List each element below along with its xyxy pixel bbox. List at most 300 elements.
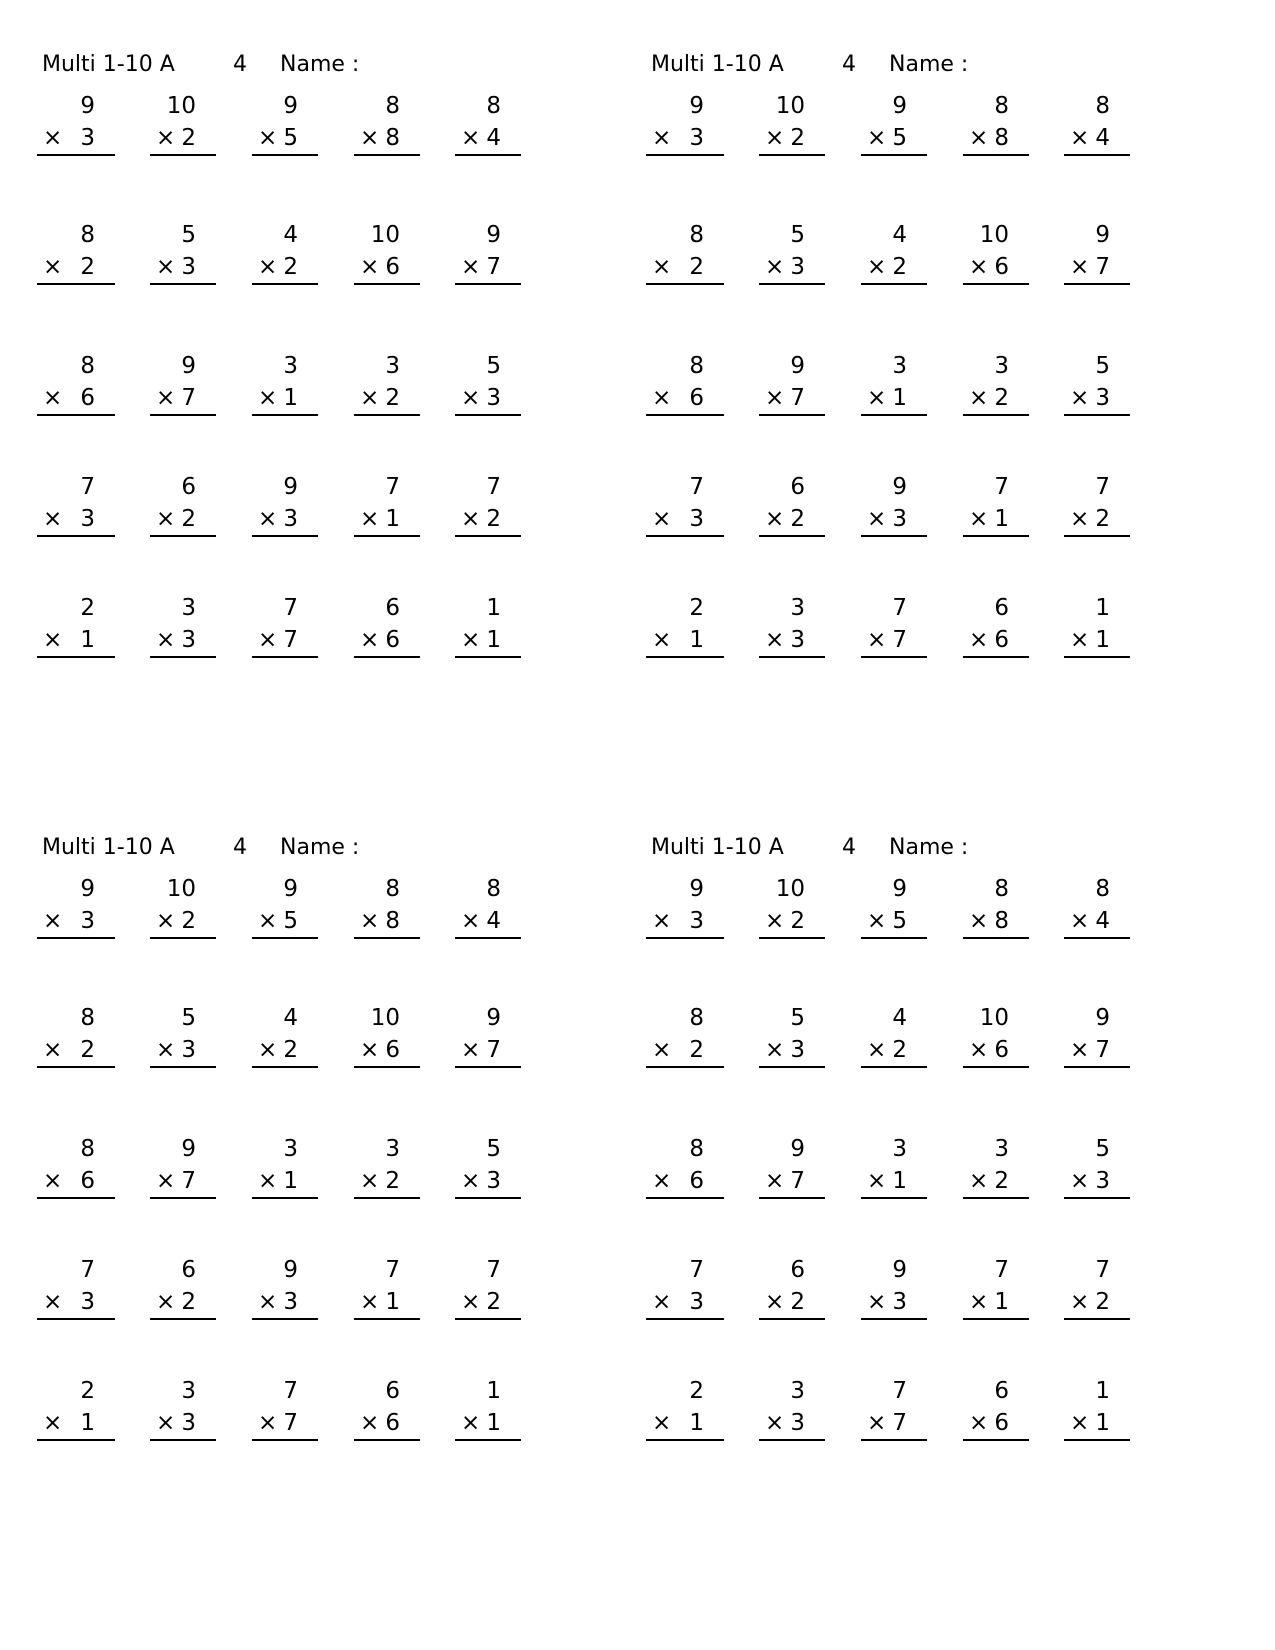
- multiplication-problem: [861, 594, 927, 660]
- multiplicand: 4: [283, 1005, 298, 1031]
- multiply-sign: ×: [652, 125, 672, 151]
- multiplicand: 1: [1095, 1378, 1110, 1404]
- multiplier: 1: [385, 506, 400, 532]
- answer-line: [861, 1036, 927, 1068]
- answer-line: [455, 505, 521, 537]
- multiplier: 3: [80, 908, 95, 934]
- multiply-sign: ×: [461, 627, 481, 653]
- answer-line: [150, 1167, 216, 1199]
- multiply-sign: ×: [652, 254, 672, 280]
- multiplier: 2: [790, 908, 805, 934]
- answer-line: [861, 1167, 927, 1199]
- multiplicand: 3: [385, 1136, 400, 1162]
- multiply-sign: ×: [360, 627, 380, 653]
- multiplication-problem: [354, 1256, 420, 1322]
- multiplication-problem: [861, 1004, 927, 1070]
- multiplicand: 8: [689, 222, 704, 248]
- multiplicand: 8: [1095, 876, 1110, 902]
- answer-line: [252, 253, 318, 285]
- multiplicand: 8: [486, 93, 501, 119]
- multiplier: 8: [385, 908, 400, 934]
- multiplicand: 5: [790, 1005, 805, 1031]
- multiplication-problem: [150, 92, 216, 158]
- multiplication-problem: [1064, 594, 1130, 660]
- multiply-sign: ×: [969, 254, 989, 280]
- multiplier: 5: [892, 908, 907, 934]
- multiply-sign: ×: [43, 1289, 63, 1315]
- multiplicand: 10: [775, 876, 805, 902]
- multiply-sign: ×: [867, 125, 887, 151]
- multiplier: 5: [283, 908, 298, 934]
- multiply-sign: ×: [765, 1168, 785, 1194]
- multiplication-problem: [354, 1004, 420, 1070]
- multiplier: 6: [994, 1410, 1009, 1436]
- multiply-sign: ×: [461, 908, 481, 934]
- multiplication-problem: [759, 221, 825, 287]
- worksheet-top-right: [644, 52, 1164, 692]
- multiplication-problem: [759, 1377, 825, 1443]
- name-label: Name :: [280, 835, 360, 860]
- multiplicand: 7: [80, 1257, 95, 1283]
- multiplication-problem: [1064, 1135, 1130, 1201]
- answer-line: [354, 1167, 420, 1199]
- answer-line: [252, 907, 318, 939]
- multiply-sign: ×: [43, 627, 63, 653]
- multiplicand: 6: [790, 474, 805, 500]
- multiplier: 3: [80, 1289, 95, 1315]
- multiplication-problem: [252, 92, 318, 158]
- multiply-sign: ×: [156, 125, 176, 151]
- worksheet-number: 4: [842, 835, 856, 860]
- multiplier: 2: [892, 1037, 907, 1063]
- multiplicand: 8: [689, 1136, 704, 1162]
- answer-line: [150, 907, 216, 939]
- answer-line: [354, 124, 420, 156]
- answer-line: [1064, 626, 1130, 658]
- multiplicand: 7: [283, 1378, 298, 1404]
- multiplicand: 9: [80, 876, 95, 902]
- multiplicand: 1: [486, 595, 501, 621]
- multiply-sign: ×: [258, 1168, 278, 1194]
- multiplier: 2: [181, 506, 196, 532]
- multiply-sign: ×: [156, 1168, 176, 1194]
- multiplication-problem: [252, 1377, 318, 1443]
- multiplier: 2: [486, 1289, 501, 1315]
- multiplier: 2: [994, 385, 1009, 411]
- multiplicand: 9: [689, 876, 704, 902]
- multiply-sign: ×: [969, 1410, 989, 1436]
- multiplier: 5: [283, 125, 298, 151]
- name-label: Name :: [280, 52, 360, 77]
- answer-line: [759, 626, 825, 658]
- multiplier: 6: [80, 1168, 95, 1194]
- answer-line: [37, 1409, 115, 1441]
- multiplier: 1: [1095, 627, 1110, 653]
- answer-line: [963, 1036, 1029, 1068]
- answer-line: [963, 505, 1029, 537]
- multiply-sign: ×: [1070, 254, 1090, 280]
- multiplication-problem: [759, 875, 825, 941]
- multiplication-problem: [354, 594, 420, 660]
- multiplicand: 7: [486, 1257, 501, 1283]
- multiplier: 3: [181, 1037, 196, 1063]
- multiplication-problem: [150, 1256, 216, 1322]
- multiplication-problem: [252, 352, 318, 418]
- answer-line: [252, 124, 318, 156]
- multiplication-problem: [963, 1135, 1029, 1201]
- multiplicand: 9: [689, 93, 704, 119]
- multiplication-problem: [646, 875, 724, 941]
- worksheet-number: 4: [233, 835, 247, 860]
- multiplier: 2: [385, 1168, 400, 1194]
- multiplicand: 8: [1095, 93, 1110, 119]
- multiplier: 4: [486, 125, 501, 151]
- answer-line: [759, 1167, 825, 1199]
- answer-line: [150, 1036, 216, 1068]
- answer-line: [354, 384, 420, 416]
- multiplier: 6: [385, 1410, 400, 1436]
- worksheet-title: Multi 1-10 A: [651, 835, 784, 860]
- multiplicand: 8: [486, 876, 501, 902]
- multiplier: 1: [994, 506, 1009, 532]
- answer-line: [354, 907, 420, 939]
- multiplier: 1: [283, 385, 298, 411]
- multiplicand: 1: [1095, 595, 1110, 621]
- multiply-sign: ×: [461, 125, 481, 151]
- multiply-sign: ×: [1070, 1037, 1090, 1063]
- multiply-sign: ×: [969, 506, 989, 532]
- multiplier: 6: [385, 627, 400, 653]
- multiply-sign: ×: [765, 1037, 785, 1063]
- multiplication-problem: [455, 1004, 521, 1070]
- multiplier: 3: [486, 385, 501, 411]
- answer-line: [646, 907, 724, 939]
- multiplier: 1: [486, 1410, 501, 1436]
- multiplier: 3: [689, 125, 704, 151]
- multiply-sign: ×: [765, 1410, 785, 1436]
- multiplication-problem: [252, 1256, 318, 1322]
- multiplicand: 8: [994, 93, 1009, 119]
- worksheet-title: Multi 1-10 A: [651, 52, 784, 77]
- multiplication-problem: [455, 473, 521, 539]
- multiplier: 8: [385, 125, 400, 151]
- multiplication-problem: [354, 875, 420, 941]
- answer-line: [252, 384, 318, 416]
- multiply-sign: ×: [461, 385, 481, 411]
- multiplication-problem: [150, 1135, 216, 1201]
- multiplier: 4: [1095, 125, 1110, 151]
- multiplicand: 5: [486, 353, 501, 379]
- multiplication-problem: [37, 221, 115, 287]
- multiply-sign: ×: [765, 125, 785, 151]
- multiplication-problem: [861, 875, 927, 941]
- multiplicand: 3: [790, 595, 805, 621]
- multiply-sign: ×: [867, 1410, 887, 1436]
- answer-line: [455, 1409, 521, 1441]
- multiplicand: 8: [689, 1005, 704, 1031]
- multiplicand: 10: [775, 93, 805, 119]
- worksheet-number: 4: [233, 52, 247, 77]
- multiplicand: 4: [892, 222, 907, 248]
- multiply-sign: ×: [258, 908, 278, 934]
- answer-line: [37, 626, 115, 658]
- multiplier: 8: [994, 908, 1009, 934]
- multiplication-problem: [861, 1135, 927, 1201]
- multiplier: 2: [283, 254, 298, 280]
- multiplication-problem: [861, 1377, 927, 1443]
- answer-line: [646, 505, 724, 537]
- multiplicand: 7: [994, 1257, 1009, 1283]
- multiply-sign: ×: [43, 506, 63, 532]
- multiply-sign: ×: [360, 908, 380, 934]
- multiplication-problem: [963, 92, 1029, 158]
- multiplicand: 5: [486, 1136, 501, 1162]
- multiplication-problem: [963, 221, 1029, 287]
- multiplication-problem: [963, 875, 1029, 941]
- multiplier: 7: [181, 385, 196, 411]
- answer-line: [37, 505, 115, 537]
- multiplication-problem: [455, 1377, 521, 1443]
- multiplicand: 9: [892, 474, 907, 500]
- multiplicand: 9: [283, 474, 298, 500]
- multiplication-problem: [455, 92, 521, 158]
- multiply-sign: ×: [867, 254, 887, 280]
- multiply-sign: ×: [43, 1037, 63, 1063]
- answer-line: [759, 1288, 825, 1320]
- multiply-sign: ×: [258, 385, 278, 411]
- multiplication-problem: [1064, 221, 1130, 287]
- multiply-sign: ×: [156, 506, 176, 532]
- answer-line: [1064, 124, 1130, 156]
- multiplier: 3: [790, 1037, 805, 1063]
- multiplicand: 5: [181, 1005, 196, 1031]
- multiplier: 2: [80, 254, 95, 280]
- worksheet-number: 4: [842, 52, 856, 77]
- answer-line: [37, 1036, 115, 1068]
- multiplicand: 10: [979, 222, 1009, 248]
- multiplier: 2: [283, 1037, 298, 1063]
- multiply-sign: ×: [867, 627, 887, 653]
- multiplication-problem: [1064, 352, 1130, 418]
- multiplication-problem: [759, 1256, 825, 1322]
- multiplication-problem: [354, 1135, 420, 1201]
- multiply-sign: ×: [1070, 908, 1090, 934]
- multiply-sign: ×: [156, 385, 176, 411]
- multiplier: 1: [689, 1410, 704, 1436]
- multiplication-problem: [37, 1004, 115, 1070]
- answer-line: [150, 626, 216, 658]
- answer-line: [861, 1409, 927, 1441]
- multiplier: 6: [994, 254, 1009, 280]
- multiply-sign: ×: [652, 627, 672, 653]
- multiplicand: 2: [80, 595, 95, 621]
- answer-line: [455, 253, 521, 285]
- multiplicand: 10: [370, 222, 400, 248]
- multiplier: 2: [1095, 506, 1110, 532]
- multiplication-problem: [646, 92, 724, 158]
- multiplicand: 6: [994, 595, 1009, 621]
- multiply-sign: ×: [461, 254, 481, 280]
- answer-line: [861, 907, 927, 939]
- multiplier: 1: [385, 1289, 400, 1315]
- multiplier: 1: [80, 627, 95, 653]
- multiplier: 7: [790, 1168, 805, 1194]
- multiplier: 5: [892, 125, 907, 151]
- multiplier: 1: [892, 1168, 907, 1194]
- multiply-sign: ×: [1070, 1410, 1090, 1436]
- multiply-sign: ×: [1070, 1168, 1090, 1194]
- multiplicand: 5: [181, 222, 196, 248]
- multiplicand: 9: [790, 353, 805, 379]
- answer-line: [646, 1288, 724, 1320]
- multiply-sign: ×: [867, 1037, 887, 1063]
- multiplicand: 9: [283, 1257, 298, 1283]
- multiplier: 6: [385, 254, 400, 280]
- answer-line: [861, 626, 927, 658]
- multiplication-problem: [37, 1135, 115, 1201]
- answer-line: [150, 253, 216, 285]
- multiplier: 2: [486, 506, 501, 532]
- answer-line: [354, 253, 420, 285]
- answer-line: [759, 505, 825, 537]
- name-label: Name :: [889, 835, 969, 860]
- answer-line: [963, 124, 1029, 156]
- multiplicand: 10: [166, 876, 196, 902]
- answer-line: [1064, 384, 1130, 416]
- answer-line: [455, 1288, 521, 1320]
- multiply-sign: ×: [156, 1410, 176, 1436]
- multiplicand: 6: [181, 1257, 196, 1283]
- multiplication-problem: [150, 473, 216, 539]
- answer-line: [354, 1036, 420, 1068]
- multiply-sign: ×: [765, 627, 785, 653]
- multiplicand: 4: [283, 222, 298, 248]
- multiply-sign: ×: [43, 908, 63, 934]
- answer-line: [252, 505, 318, 537]
- multiply-sign: ×: [867, 1168, 887, 1194]
- multiplication-problem: [37, 594, 115, 660]
- multiplicand: 10: [979, 1005, 1009, 1031]
- answer-line: [354, 626, 420, 658]
- multiplicand: 3: [283, 353, 298, 379]
- multiplicand: 9: [892, 876, 907, 902]
- multiplier: 2: [1095, 1289, 1110, 1315]
- multiply-sign: ×: [969, 1168, 989, 1194]
- multiplicand: 9: [892, 93, 907, 119]
- multiplication-problem: [861, 92, 927, 158]
- answer-line: [354, 1409, 420, 1441]
- multiplicand: 7: [892, 595, 907, 621]
- multiplicand: 3: [994, 1136, 1009, 1162]
- multiplicand: 8: [689, 353, 704, 379]
- multiplicand: 8: [80, 222, 95, 248]
- answer-line: [1064, 1409, 1130, 1441]
- multiplication-problem: [646, 473, 724, 539]
- multiplier: 3: [283, 1289, 298, 1315]
- answer-line: [455, 124, 521, 156]
- answer-line: [37, 253, 115, 285]
- answer-line: [963, 253, 1029, 285]
- multiplication-problem: [37, 1377, 115, 1443]
- multiplier: 1: [689, 627, 704, 653]
- answer-line: [354, 1288, 420, 1320]
- multiplicand: 3: [790, 1378, 805, 1404]
- multiplier: 3: [181, 1410, 196, 1436]
- multiply-sign: ×: [1070, 506, 1090, 532]
- answer-line: [646, 1167, 724, 1199]
- multiplicand: 3: [283, 1136, 298, 1162]
- multiplier: 7: [181, 1168, 196, 1194]
- multiply-sign: ×: [652, 385, 672, 411]
- multiply-sign: ×: [360, 254, 380, 280]
- multiplication-problem: [861, 221, 927, 287]
- multiplicand: 9: [790, 1136, 805, 1162]
- answer-line: [963, 1167, 1029, 1199]
- multiplier: 3: [790, 1410, 805, 1436]
- worksheet-title: Multi 1-10 A: [42, 52, 175, 77]
- answer-line: [963, 626, 1029, 658]
- multiplier: 7: [283, 627, 298, 653]
- multiplicand: 7: [994, 474, 1009, 500]
- multiplication-problem: [354, 473, 420, 539]
- multiplicand: 8: [385, 876, 400, 902]
- multiplication-problem: [646, 1377, 724, 1443]
- answer-line: [354, 505, 420, 537]
- answer-line: [455, 907, 521, 939]
- multiplicand: 4: [892, 1005, 907, 1031]
- multiplication-problem: [455, 352, 521, 418]
- multiplier: 3: [689, 506, 704, 532]
- multiply-sign: ×: [1070, 385, 1090, 411]
- multiply-sign: ×: [1070, 1289, 1090, 1315]
- multiplication-problem: [252, 875, 318, 941]
- multiplicand: 5: [1095, 1136, 1110, 1162]
- answer-line: [455, 1167, 521, 1199]
- multiplier: 3: [689, 1289, 704, 1315]
- multiply-sign: ×: [969, 385, 989, 411]
- multiplier: 3: [689, 908, 704, 934]
- multiply-sign: ×: [652, 1410, 672, 1436]
- answer-line: [252, 626, 318, 658]
- multiply-sign: ×: [360, 125, 380, 151]
- multiplication-problem: [455, 594, 521, 660]
- multiplier: 7: [283, 1410, 298, 1436]
- answer-line: [1064, 907, 1130, 939]
- multiplication-problem: [963, 1377, 1029, 1443]
- multiply-sign: ×: [765, 254, 785, 280]
- answer-line: [963, 384, 1029, 416]
- multiplicand: 9: [283, 93, 298, 119]
- multiplier: 3: [80, 125, 95, 151]
- multiplier: 3: [80, 506, 95, 532]
- multiplication-problem: [455, 221, 521, 287]
- answer-line: [759, 124, 825, 156]
- multiplier: 3: [892, 506, 907, 532]
- multiplier: 2: [181, 1289, 196, 1315]
- answer-line: [646, 253, 724, 285]
- answer-line: [759, 907, 825, 939]
- multiplication-problem: [759, 1135, 825, 1201]
- multiplication-problem: [963, 1256, 1029, 1322]
- answer-line: [150, 1409, 216, 1441]
- multiplicand: 7: [689, 1257, 704, 1283]
- multiplication-problem: [963, 594, 1029, 660]
- answer-line: [861, 505, 927, 537]
- multiplication-problem: [963, 1004, 1029, 1070]
- multiplier: 7: [790, 385, 805, 411]
- multiply-sign: ×: [360, 1410, 380, 1436]
- multiplication-problem: [963, 473, 1029, 539]
